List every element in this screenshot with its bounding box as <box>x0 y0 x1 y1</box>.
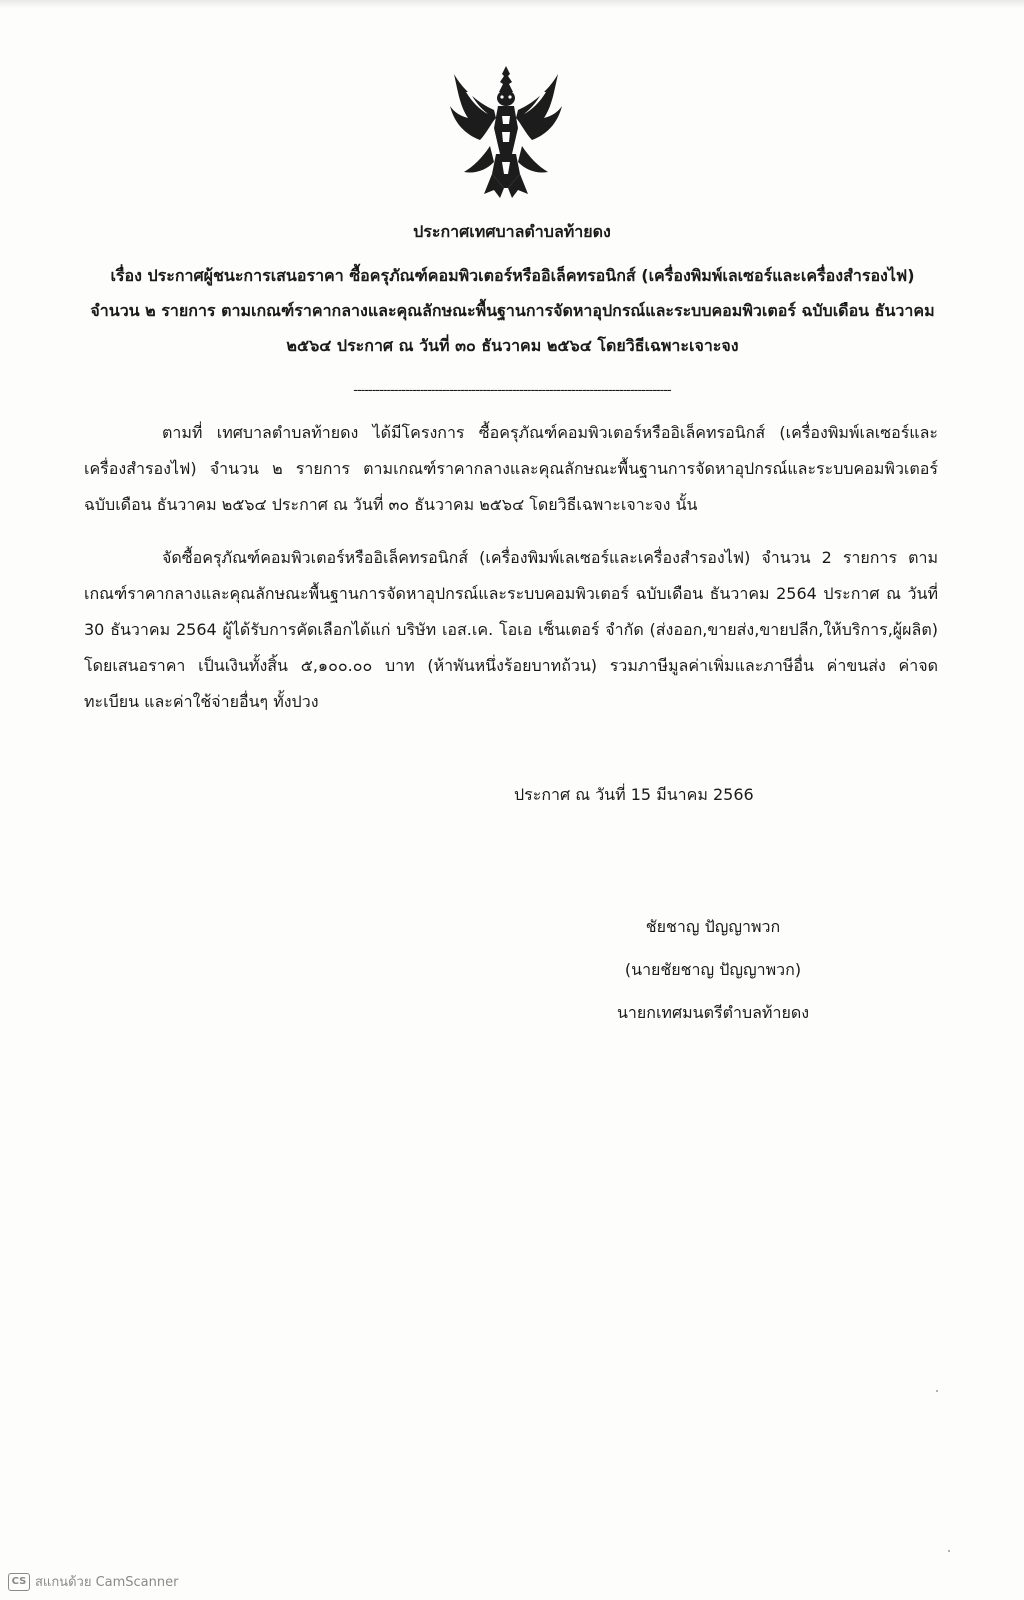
scan-speck <box>936 1390 938 1392</box>
announcement-title: ประกาศเทศบาลตำบลท้ายดง <box>413 222 611 241</box>
signatory-printed-name: (นายชัยชาญ ปัญญาพวก) <box>624 960 802 979</box>
signature-name: ชัยชาญ ปัญญาพวก <box>645 917 781 936</box>
signatory-position: นายกเทศมนตรีตำบลท้ายดง <box>616 1003 810 1022</box>
announcement-subject: เรื่อง ประกาศผู้ชนะการเสนอราคา ซื้อครุภัณฑ์คอมพิวเตอร์หรืออิเล็คทรอนิกส์ (เครื่องพิมพ์เลเซอร์และเครื่องสำรองไฟ) จำนวน ๒ รายการ ตามเกณฑ์ราคากลางและคุณลักษณะพื้นฐานการจัดหาอุปกรณ์และระบบคอมพิวเตอร์ ฉบับเดือน ธันวาคม ๒๕๖๔ ประกาศ ณ วันที่ ๓๐ ธันวาคม ๒๕๖๔ โดยวิธีเฉพาะเจาะจง <box>90 266 935 355</box>
divider-line: -------------------------------------------------------------------------------------- <box>353 383 671 398</box>
camscanner-icon: CS <box>8 1573 30 1591</box>
watermark-text: สแกนด้วย CamScanner <box>35 1575 179 1590</box>
announcement-date: ประกาศ ณ วันที่ 15 มีนาคม 2566 <box>514 785 754 804</box>
scan-speck <box>948 1550 950 1552</box>
body-paragraph-1: ตามที่ เทศบาลตำบลท้ายดง ได้มีโครงการ ซื้อครุภัณฑ์คอมพิวเตอร์หรืออิเล็คทรอนิกส์ (เครื่องพิมพ์เลเซอร์และเครื่องสำรองไฟ) จำนวน ๒ รายการ ตามเกณฑ์ราคากลางและคุณลักษณะพื้นฐานการจัดหาอุปกรณ์และระบบคอมพิวเตอร์ ฉบับเดือน ธันวาคม ๒๕๖๔ ประกาศ ณ วันที่ ๓๐ ธันวาคม ๒๕๖๔ โดยวิธีเฉพาะเจาะจง นั้น <box>84 423 938 514</box>
scanner-watermark <box>8 1571 178 1592</box>
signature-block <box>598 905 828 1034</box>
body-paragraph-2: จัดซื้อครุภัณฑ์คอมพิวเตอร์หรืออิเล็คทรอนิกส์ (เครื่องพิมพ์เลเซอร์และเครื่องสำรองไฟ) จำนวน 2 รายการ ตามเกณฑ์ราคากลางและคุณลักษณะพื้นฐานการจัดหาอุปกรณ์และระบบคอมพิวเตอร์ ฉบับเดือน ธันวาคม 2564 ประกาศ ณ วันที่ 30 ธันวาคม 2564 ผู้ได้รับการคัดเลือกได้แก่ บริษัท เอส.เค. โอเอ เซ็นเตอร์ จำกัด (ส่งออก,ขายส่ง,ขายปลีก,ให้บริการ,ผู้ผลิต) โดยเสนอราคา เป็นเงินทั้งสิ้น ๕,๑๐๐.๐๐ บาท (ห้าพันหนึ่งร้อยบาทถ้วน) รวมภาษีมูลค่าเพิ่มและภาษีอื่น ค่าขนส่ง ค่าจดทะเบียน และค่าใช้จ่ายอื่นๆ ทั้งปวง <box>84 548 938 711</box>
garuda-emblem-icon <box>446 62 566 202</box>
scan-edge <box>0 0 1024 8</box>
